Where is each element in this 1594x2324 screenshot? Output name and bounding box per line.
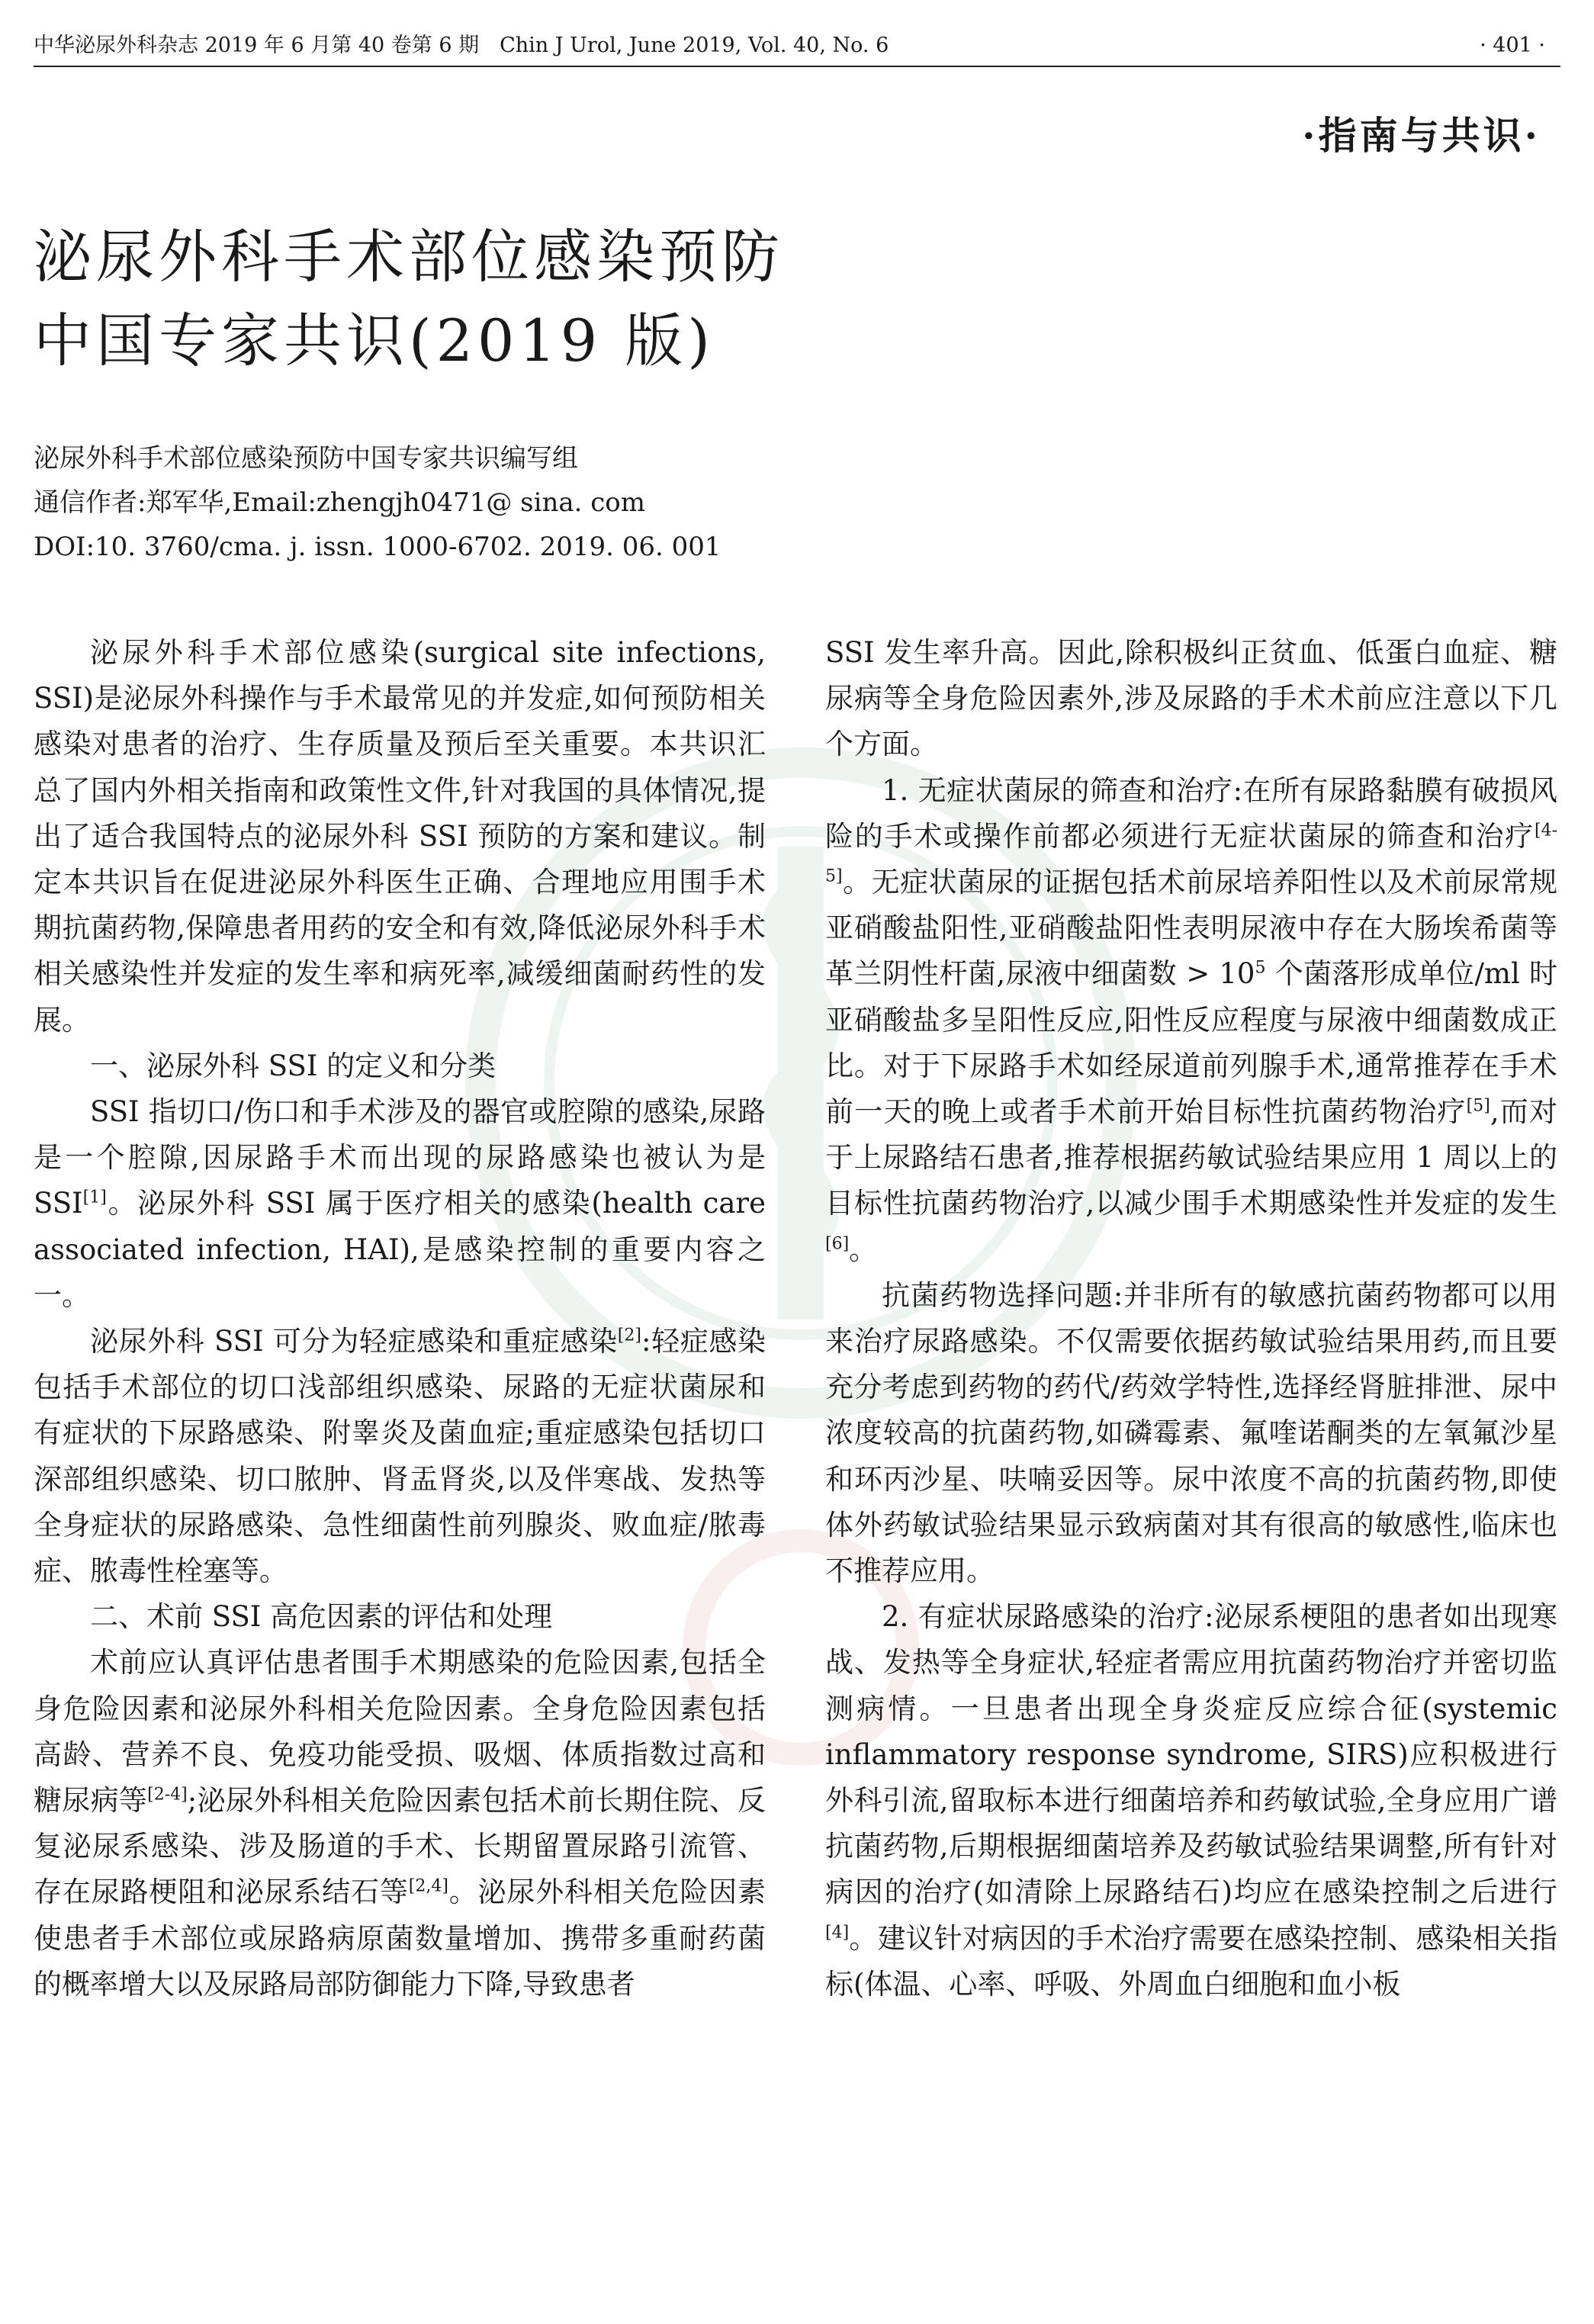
citation-ref: [6] <box>825 1234 850 1254</box>
citation-ref: [4-5] <box>825 821 1557 886</box>
paragraph-continuation: SSI 发生率升高。因此,除积极纠正贫血、低蛋白血症、糖尿病等全身危险因素外,涉及尿路的手术术前应注意以下几个方面。 <box>825 636 1557 761</box>
paragraph-symptomatic-uti: 2. 有症状尿路感染的治疗:泌尿系梗阻的患者如出现寒战、发热等全身症状,轻症者需应用抗菌药物治疗并密切监测病情。一旦患者出现全身炎症反应综合征(systemic inflammatory response syndrome, SIRS)应积极进行外科引流,留取标本进行细菌培养和药敏试验,全身应用广谱抗菌药物,后期根据细菌培养及药敏试验结果调整,所有针对病因的治疗(如清除上尿路结石)均应在感染控制之后进行[4]。建议针对病因的手术治疗需要在感染控制、感染相关指标(体温、心率、呼吸、外周血白细胞和血小板 <box>825 1600 1557 2001</box>
correspondence: 通信作者:郑军华,Email:zhengjh0471@ sina. com <box>34 487 646 518</box>
title-line-1: 泌尿外科手术部位感染预防 <box>34 223 784 291</box>
running-header <box>34 29 1560 63</box>
citation-ref: [1] <box>82 1188 107 1208</box>
intro-paragraph: 泌尿外科手术部位感染(surgical site infections, SSI)是泌尿外科操作与手术最常见的并发症,如何预防相关感染对患者的治疗、生存质量及预后至关重要。本共识汇总了国内外相关指南和政策性文件,针对我国的具体情况,提出了适合我国特点的泌尿外科 SSI 预防的方案和建议。制定本共识旨在促进泌尿外科医生正确、合理地应用围手术期抗菌药物,保障患者用药的安全和有效,降低泌尿外科手术相关感染性并发症的发生率和病死率,减缓细菌耐药性的发展。 <box>34 636 766 1037</box>
right-column <box>825 630 1557 2007</box>
paragraph-ssi-classification: 泌尿外科 SSI 可分为轻症感染和重症感染[2]:轻症感染包括手术部位的切口浅部组织感染、尿路的无症状菌尿和有症状的下尿路感染、附睾炎及菌血症;重症感染包括切口深部组织感染、切口脓肿、肾盂肾炎,以及伴寒战、发热等全身症状的尿路感染、急性细菌性前列腺炎、败血症/脓毒症、脓毒性栓塞等。 <box>34 1325 766 1588</box>
citation-ref: [2,4] <box>408 1877 448 1897</box>
citation-ref: [2] <box>617 1326 641 1345</box>
doi: DOI:10. 3760/cma. j. issn. 1000-6702. 2019. 06. 001 <box>34 532 721 562</box>
title-line-2: 中国专家共识(2019 版) <box>34 307 715 374</box>
section-tag: ·指南与共识· <box>1302 113 1541 158</box>
citation-ref: [5] <box>1466 1096 1490 1116</box>
left-column <box>34 630 766 2007</box>
paragraph-risk-factors: 术前应认真评估患者围手术期感染的危险因素,包括全身危险因素和泌尿外科相关危险因素。全身危险因素包括高龄、营养不良、免疫功能受损、吸烟、体质指数过高和糖尿病等[2-4];泌尿外科相关危险因素包括术前长期住院、反复泌尿系感染、涉及肠道的手术、长期留置尿路引流管、存在尿路梗阻和泌尿系结石等[2,4]。泌尿外科相关危险因素使患者手术部位或尿路病原菌数量增加、携带多重耐药菌的概率增大以及尿路局部防御能力下降,导致患者 <box>34 1646 766 2001</box>
citation-ref: [4] <box>825 1923 850 1943</box>
paragraph-ssi-definition: SSI 指切口/伤口和手术涉及的器官或腔隙的感染,尿路是一个腔隙,因尿路手术而出现的尿路感染也被认为是 SSI[1]。泌尿外科 SSI 属于医疗相关的感染(health care associated infection, HAI),是感染控制的重要内容之一。 <box>34 1095 766 1312</box>
journal-citation: 中华泌尿外科杂志 2019 年 6 月第 40 卷第 6 期 Chin J Urol, June 2019, Vol. 40, No. 6 <box>34 34 889 57</box>
paragraph-antibiotic-selection: 抗菌药物选择问题:并非所有的敏感抗菌药物都可以用来治疗尿路感染。不仅需要依据药敏试验结果用药,而且要充分考虑到药物的药代/药效学特性,选择经肾脏排泄、尿中浓度较高的抗菌药物,如磷霉素、氟喹诺酮类的左氧氟沙星和环丙沙星、呋喃妥因等。尿中浓度不高的抗菌药物,即使体外药敏试验结果显示致病菌对其有很高的敏感性,临床也不推荐应用。 <box>825 1278 1557 1588</box>
section-heading-1: 一、泌尿外科 SSI 的定义和分类 <box>90 1049 497 1082</box>
header-rule <box>34 66 1560 67</box>
article-meta <box>34 436 721 569</box>
article-title <box>34 215 784 383</box>
section-heading-2: 二、术前 SSI 高危因素的评估和处理 <box>90 1600 553 1634</box>
authors: 泌尿外科手术部位感染预防中国专家共识编写组 <box>34 443 578 474</box>
exponent: 5 <box>1255 959 1266 979</box>
citation-ref: [2-4] <box>147 1785 188 1805</box>
page-number: · 401 · <box>1480 34 1545 57</box>
paragraph-asymptomatic-bacteriuria: 1. 无症状菌尿的筛查和治疗:在所有尿路黏膜有破损风险的手术或操作前都必须进行无症状菌尿的筛查和治疗[4-5]。无症状菌尿的证据包括术前尿培养阳性以及术前尿常规亚硝酸盐阳性,亚硝酸盐阳性表明尿液中存在大肠埃希菌等革兰阴性杆菌,尿液中细菌数 > $10^5$ 个菌落形成单位/ml 时亚硝酸盐多呈阳性反应,阳性反应程度与尿液中细菌数成正比。对于下尿路手术如经尿道前列腺手术,通常推荐在手术前一天的晚上或者手术前开始目标性抗菌药物治疗[5],而对于上尿路结石患者,推荐根据药敏试验结果应用 1 周以上的目标性抗菌药物治疗,以减少围手术期感染性并发症的发生[6]。 <box>825 773 1558 1266</box>
